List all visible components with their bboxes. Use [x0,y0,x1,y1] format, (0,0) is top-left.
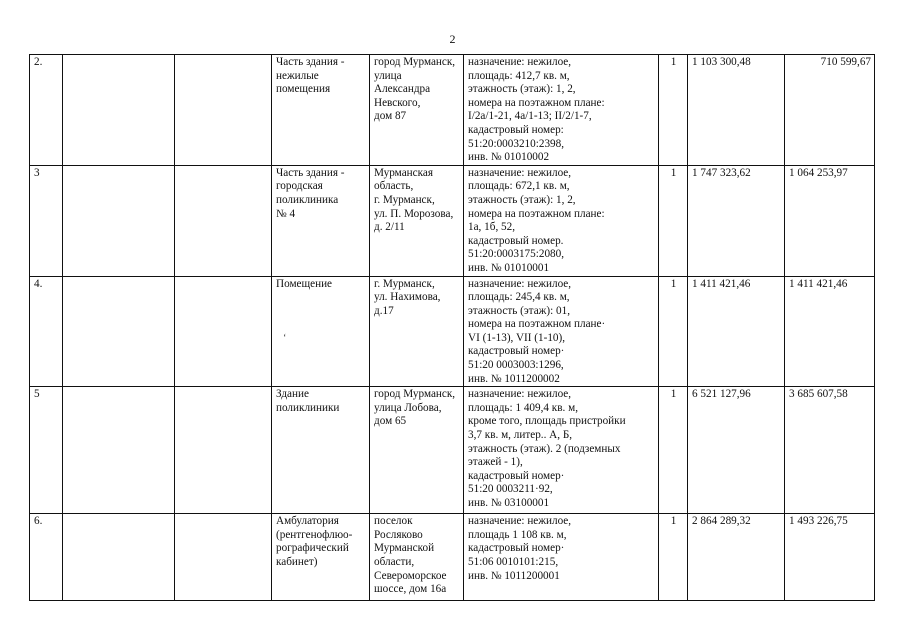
table-row [30,165,875,276]
empty-cell [63,55,175,166]
object-quantity: 1 [659,165,688,276]
object-quantity: 1 [659,514,688,601]
row-number: 6. [30,514,63,601]
residual-cost: 710 599,67 [785,55,875,166]
row-number: 5 [30,387,63,514]
object-name: Амбулатория (рентгенофлюо- рографический кабинет) [272,514,370,601]
object-address: поселок Росляково Мурманской области, Североморское шоссе, дом 16а [370,514,464,601]
empty-cell [63,514,175,601]
property-registry-table [29,54,875,601]
object-address: Мурманская область, г. Мурманск, ул. П. Морозова, д. 2/11 [370,165,464,276]
empty-cell [175,514,272,601]
initial-cost: 6 521 127,96 [688,387,785,514]
residual-cost: 3 685 607,58 [785,387,875,514]
row-number: 2. [30,55,63,166]
residual-cost: 1 064 253,97 [785,165,875,276]
table-row [30,276,875,387]
empty-cell [63,165,175,276]
row-number: 4. [30,276,63,387]
object-quantity: 1 [659,55,688,166]
object-name: Помещение [272,276,370,387]
initial-cost: 2 864 289,32 [688,514,785,601]
table-row [30,387,875,514]
table-row [30,514,875,601]
table-row [30,55,875,166]
object-description: назначение: нежилое, площадь: 672,1 кв. м, этажность (этаж): 1, 2, номера на поэтажном плане: 1а, 1б, 52, кадастровый номер. 51:20:0003175:2080, инв. № 01010001 [464,165,659,276]
empty-cell [175,165,272,276]
object-address: г. Мурманск, ул. Нахимова, д.17 [370,276,464,387]
page-number: 2 [449,32,456,46]
empty-cell [63,387,175,514]
initial-cost: 1 103 300,48 [688,55,785,166]
empty-cell [63,276,175,387]
object-address: город Мурманск, улица Лобова, дом 65 [370,387,464,514]
empty-cell [175,387,272,514]
initial-cost: 1 411 421,46 [688,276,785,387]
residual-cost: 1 411 421,46 [785,276,875,387]
object-description: назначение: нежилое, площадь: 245,4 кв. м, этажность (этаж): 01, номера на поэтажном плане· VI (1-13), VII (1-10), кадастровый номер· 51:20 0003003:1296, инв. № 1011200002 [464,276,659,387]
empty-cell [175,276,272,387]
initial-cost: 1 747 323,62 [688,165,785,276]
object-description: назначение: нежилое, площадь 1 108 кв. м, кадастровый номер· 51:06 0010101:215, инв. № 1011200001 [464,514,659,601]
residual-cost: 1 493 226,75 [785,514,875,601]
object-address: город Мурманск, улица Александра Невского, дом 87 [370,55,464,166]
empty-cell [175,55,272,166]
object-name: Часть здания - городская поликлиника № 4 [272,165,370,276]
object-name: Часть здания - нежилые помещения [272,55,370,166]
object-description: назначение: нежилое, площадь: 1 409,4 кв. м, кроме того, площадь пристройки 3,7 кв. м, литер.. А, Б, этажность (этаж). 2 (подземных этажей - 1), кадастровый номер· 51:20 0003211·92, инв. № 03100001 [464,387,659,514]
object-name: Здание поликлиники [272,387,370,514]
pen-tick-mark: ‘ [283,333,287,344]
object-quantity: 1 [659,276,688,387]
row-number: 3 [30,165,63,276]
object-description: назначение: нежилое, площадь: 412,7 кв. м, этажность (этаж): 1, 2, номера на поэтажном плане: I/2а/1-21, 4а/1-13; II/2/1-7, кадастровый номер: 51:20:0003210:2398, инв. № 01010002 [464,55,659,166]
object-quantity: 1 [659,387,688,514]
